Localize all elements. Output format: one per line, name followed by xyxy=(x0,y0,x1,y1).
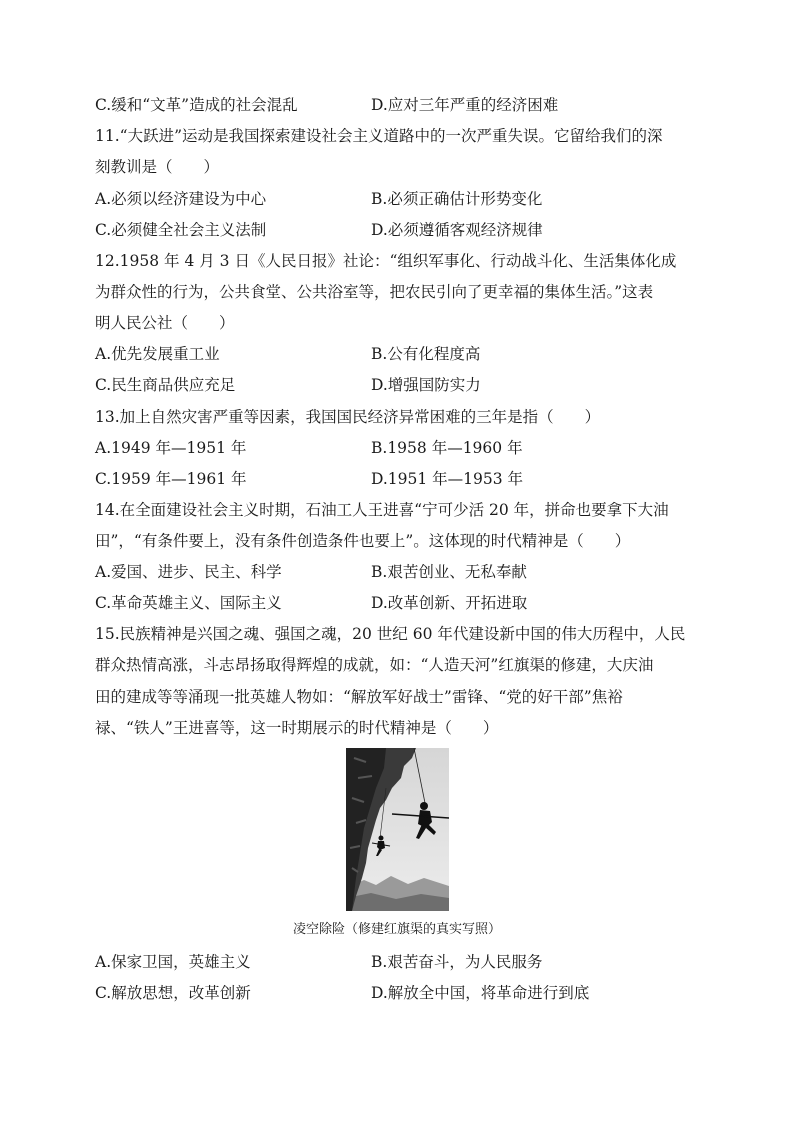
q11-stem-line-1: 11.“大跃进”运动是我国探索建设社会主义道路中的一次严重失误。它留给我们的深 xyxy=(95,127,663,145)
q14-option-b: B.艰苦创业、无私奉献 xyxy=(371,563,527,581)
q10-option-d: D.应对三年严重的经济困难 xyxy=(371,96,559,114)
q12-stem-line-2: 为群众性的行为，公共食堂、公共浴室等，把农民引向了更幸福的集体生活。”这表 xyxy=(95,283,654,301)
q15-option-a: A.保家卫国，英雄主义 xyxy=(95,953,251,971)
q15-stem-line-4: 禄、“铁人”王进喜等，这一时期展示的时代精神是（ ） xyxy=(95,719,499,737)
q11-option-a: A.必须以经济建设为中心 xyxy=(95,190,267,208)
q15-stem-line-2: 群众热情高涨，斗志昂扬取得辉煌的成就，如：“人造天河”红旗渠的修建，大庆油 xyxy=(95,656,654,674)
q15-stem-line-1: 15.民族精神是兴国之魂、强国之魂，20 世纪 60 年代建设新中国的伟大历程中，人民 xyxy=(95,625,686,643)
q14-stem-line-1: 14.在全面建设社会主义时期，石油工人王进喜“宁可少活 20 年，拼命也要拿下大油 xyxy=(95,501,669,519)
cliff-rappelling-photo xyxy=(346,748,449,911)
q12-stem-line-1: 12.1958 年 4 月 3 日《人民日报》社论：“组织军事化、行动战斗化、生活集体化成 xyxy=(95,252,677,270)
q11-stem-line-2: 刻教训是（ ） xyxy=(95,158,220,176)
q13-option-d: D.1951 年—1953 年 xyxy=(371,470,524,488)
q14-option-d: D.改革创新、开拓进取 xyxy=(371,594,528,612)
q12-stem-line-3: 明人民公社（ ） xyxy=(95,314,235,332)
q15-option-b: B.艰苦奋斗，为人民服务 xyxy=(371,953,543,971)
q12-option-a: A.优先发展重工业 xyxy=(95,345,220,363)
q15-option-d: D.解放全中国，将革命进行到底 xyxy=(371,984,590,1002)
q15-option-c: C.解放思想，改革创新 xyxy=(95,984,251,1002)
q11-option-c: C.必须健全社会主义法制 xyxy=(95,221,267,239)
q14-option-c: C.革命英雄主义、国际主义 xyxy=(95,594,282,612)
q14-option-a: A.爱国、进步、民主、科学 xyxy=(95,563,282,581)
q14-stem-line-2: 田”，“有条件要上，没有条件创造条件也要上”。这体现的时代精神是（ ） xyxy=(95,532,631,550)
q13-option-b: B.1958 年—1960 年 xyxy=(371,439,523,457)
q11-option-d: D.必须遵循客观经济规律 xyxy=(371,221,543,239)
q13-option-a: A.1949 年—1951 年 xyxy=(95,439,247,457)
q13-option-c: C.1959 年—1961 年 xyxy=(95,470,247,488)
q12-option-d: D.增强国防实力 xyxy=(371,376,481,394)
q13-stem-line-1: 13.加上自然灾害严重等因素，我国国民经济异常困难的三年是指（ ） xyxy=(95,408,601,426)
photo-caption: 凌空除险（修建红旗渠的真实写照） xyxy=(292,922,501,937)
q15-stem-line-3: 田的建成等等涌现一批英雄人物如：“解放军好战士”雷锋、“党的好干部”焦裕 xyxy=(95,688,623,706)
q10-option-c: C.缓和“文革”造成的社会混乱 xyxy=(95,96,298,114)
q11-option-b: B.必须正确估计形势变化 xyxy=(371,190,543,208)
q12-option-b: B.公有化程度高 xyxy=(371,345,481,363)
q12-option-c: C.民生商品供应充足 xyxy=(95,376,236,394)
